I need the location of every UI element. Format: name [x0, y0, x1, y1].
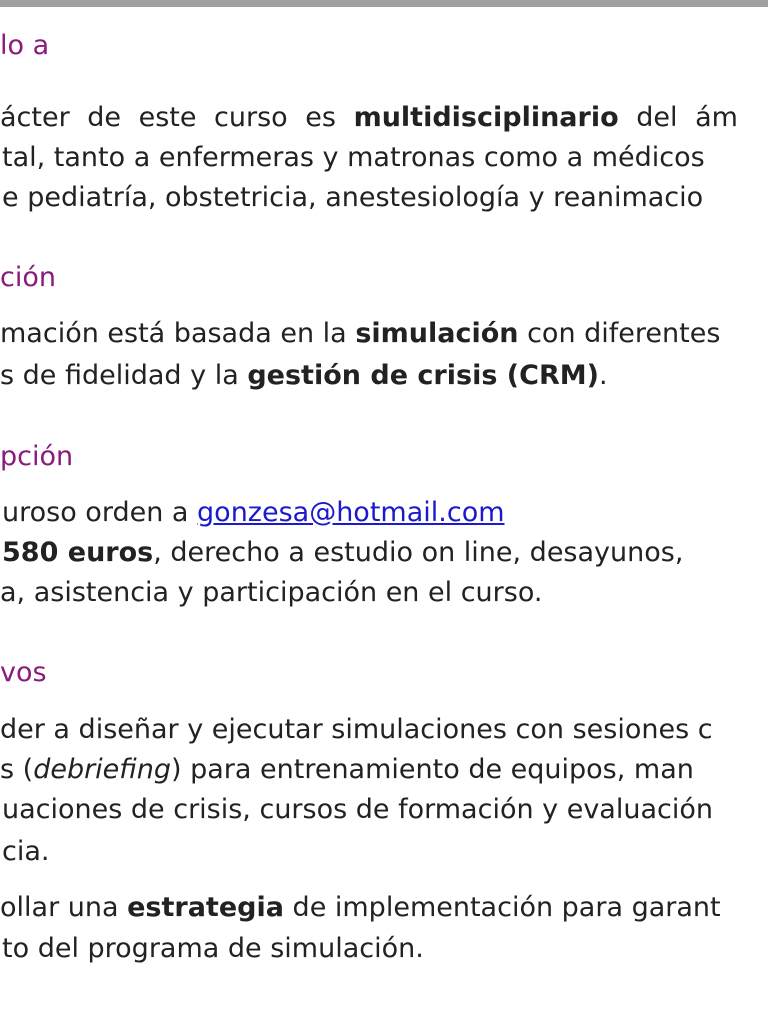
- inscripcion-text-line-1: [2, 497, 505, 529]
- section-heading-inscripcion: pción: [0, 441, 74, 472]
- objetivos-text-part: s (: [0, 754, 34, 785]
- metodologia-text-line-2: [0, 360, 608, 392]
- objetivos-text-part: de implementación para garant: [283, 892, 721, 923]
- objetivos-item-2-line-1: [0, 892, 721, 924]
- dirigido-text-part: del ám: [618, 102, 738, 133]
- objetivos-text-part: ollar una: [0, 892, 128, 923]
- dirigido-emphasis-multidisciplinario: multidisciplinario: [353, 102, 619, 133]
- metodologia-text-part: mación está basada en la: [0, 318, 356, 349]
- metodologia-text-part: s de fidelidad y la: [0, 360, 248, 391]
- metodologia-emphasis-simulacion: simulación: [355, 318, 519, 349]
- objetivos-text-part: ) para entrenamiento de equipos, man: [170, 754, 694, 785]
- dirigido-text-line-3: e pediatría, obstetricia, anestesiología y reanimacio: [2, 182, 704, 213]
- dirigido-text-part: ácter de este curso es: [0, 102, 354, 133]
- section-heading-objetivos: vos: [0, 657, 47, 688]
- dirigido-text-line-2: tal, tanto a enfermeras y matronas como a médicos: [2, 142, 705, 173]
- metodologia-text-line-1: [0, 318, 720, 350]
- objetivos-emphasis-estrategia: estrategia: [127, 892, 284, 923]
- objetivos-item-1-line-4: cia.: [2, 836, 50, 867]
- contact-email-link[interactable]: gonzesa@hotmail.com: [197, 497, 505, 528]
- top-divider: [0, 0, 768, 7]
- metodologia-emphasis-crm: gestión de crisis (CRM): [247, 360, 599, 391]
- inscripcion-text-part: , derecho a estudio on line, desayunos,: [153, 537, 684, 568]
- objetivos-item-2-line-2: to del programa de simulación.: [2, 933, 424, 964]
- inscripcion-text-line-3: a, asistencia y participación en el curso.: [0, 577, 543, 608]
- inscripcion-price: 580 euros: [2, 537, 154, 568]
- objetivos-item-1-line-3: uaciones de crisis, cursos de formación y evaluación: [2, 794, 713, 825]
- metodologia-text-part: con diferentes: [518, 318, 721, 349]
- metodologia-text-part: .: [598, 360, 608, 391]
- section-heading-dirigido: lo a: [0, 30, 50, 61]
- inscripcion-text-part: uroso orden a: [2, 497, 198, 528]
- section-heading-metodologia: ción: [0, 262, 56, 293]
- objetivos-emphasis-debriefing: debriefing: [33, 754, 171, 785]
- objetivos-item-1-line-1: der a diseñar y ejecutar simulaciones con sesiones c: [0, 714, 713, 745]
- inscripcion-text-line-2: [2, 537, 683, 569]
- objetivos-item-1-line-2: [0, 754, 694, 786]
- dirigido-text-line-1: [0, 102, 738, 134]
